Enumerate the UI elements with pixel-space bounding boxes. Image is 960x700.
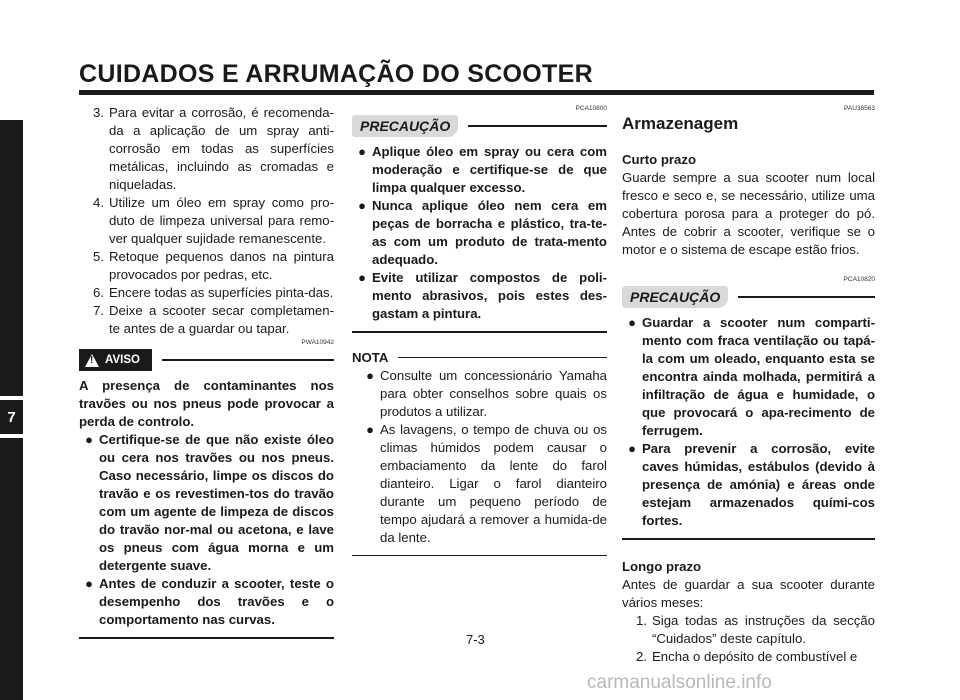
bullet-icon: ● (358, 144, 366, 159)
section-end-rule (352, 331, 607, 333)
section-end-rule (79, 637, 334, 639)
section-title: Armazenagem (622, 114, 739, 133)
banner-rule (738, 296, 875, 298)
list-item: ● Antes de conduzir a scooter, teste o desempenho dos travões e o comportamento nas curvas. (79, 575, 334, 629)
long-term-steps (622, 612, 875, 666)
warning-badge (79, 349, 152, 371)
banner-rule (162, 359, 334, 361)
watermark: carmanualsonline.info (587, 672, 772, 693)
caution-code: PCA10800 (575, 105, 607, 112)
bullet-icon: ● (366, 367, 374, 383)
caution-code: PCA10820 (843, 276, 875, 283)
bullet-icon: ● (628, 315, 636, 330)
caution-bullets (352, 143, 607, 323)
warning-banner (79, 349, 334, 371)
list-item: ● Consulte um concessionário Yamaha para obter conselhos sobre quais os produtos a utilizar. (360, 367, 607, 421)
note-header (352, 349, 607, 367)
short-term-text: Guarde sempre a sua scooter num local fresco e seco e, se necessário, utilize uma cobertura porosa para a proteger do pó. Antes de cobrir a scooter, verifique se o motor e o sistema de escape estão frios. (622, 170, 875, 257)
list-item: ● Certifique-se de que não existe óleo ou cera nos travões ou nos pneus. Caso necessário, limpe os discos do travão e os revestimen-tos do travão com um agente de limpeza de discos do travão nor-mal ou acetona, e lave os pneus com água morna e um detergente suave. (79, 431, 334, 575)
caution-banner (622, 286, 875, 308)
page-number: 7-3 (466, 632, 485, 647)
chapter-tab: 7 (0, 400, 23, 434)
list-item: 3. Para evitar a corrosão, é recomenda-da a aplicação de um spray anti-corrosão em todas as superfícies metálicas, incluindo as cromadas e niqueladas. (93, 105, 334, 192)
title-rule (79, 90, 874, 95)
list-item: 4. Utilize um óleo em spray como pro-duto de limpeza universal para remo-ver qualquer sujidade remanescente. (93, 195, 334, 246)
caution-badge: PRECAUÇÃO (622, 286, 728, 308)
caution-bullets (622, 314, 875, 530)
warning-bullets (79, 431, 334, 629)
long-term-title: Longo prazo (622, 558, 702, 574)
list-item: ● As lavagens, o tempo de chuva ou os climas húmidos podem causar o embaciamento da lente do farol dianteiro. Ligar o farol dianteiro durante um pequeno período de tempo ajudará a remover a humida-de da lente. (360, 421, 607, 547)
note-end-rule (352, 555, 607, 556)
list-item: ● Evite utilizar compostos de poli-mento abrasivos, pois estes des-gastam a pintura. (352, 269, 607, 323)
warning-triangle-icon: ! (85, 354, 99, 367)
list-item: 7. Deixe a scooter secar completamen-te antes de a guardar ou tapar. (93, 303, 334, 336)
steps-list (79, 104, 334, 338)
list-item: 5. Retoque pequenos danos na pintura provocados por pedras, etc. (93, 249, 334, 282)
note-bullets (360, 367, 607, 547)
warning-label: AVISO (105, 354, 140, 366)
list-item: 2. Encha o depósito de combustível e (636, 648, 858, 664)
long-term-text: Antes de guardar a sua scooter durante vários meses: (622, 576, 875, 610)
list-item: ● Guardar a scooter num comparti-mento com fraca ventilação ou tapá-la com um oleado, enquanto esta se encontra ainda molhada, permitirá a infiltração de água e humidade, o que provocará o apa-recimento de ferrugem. (622, 314, 875, 440)
banner-rule (468, 125, 607, 127)
bullet-icon: ● (358, 270, 366, 285)
bullet-icon: ● (628, 441, 636, 456)
list-item: 6. Encere todas as superfícies pinta-das. (93, 285, 334, 300)
list-item: ● Para prevenir a corrosão, evite caves húmidas, estábulos (devido à presença de amónia) e áreas onde estejam armazenados quími-cos fortes. (622, 440, 875, 530)
warning-code: PWA10942 (301, 339, 334, 346)
bullet-icon: ● (366, 421, 374, 437)
page-title: CUIDADOS E ARRUMAÇÃO DO SCOOTER (79, 60, 593, 88)
chapter-side-bar-bottom (0, 438, 23, 700)
caution-banner (352, 115, 607, 137)
section-end-rule (622, 538, 875, 540)
list-item: 1. Siga todas as instruções da secção “Cuidados” deste capítulo. (636, 612, 875, 646)
note-rule (398, 357, 607, 358)
column-left (79, 104, 334, 639)
warning-intro: A presença de contaminantes nos travões ou nos pneus pode provocar a perda de controlo. (79, 378, 334, 429)
section-code: PAU36563 (844, 105, 875, 112)
caution-badge: PRECAUÇÃO (352, 115, 458, 137)
short-term-title: Curto prazo (622, 152, 696, 167)
bullet-icon: ● (85, 432, 93, 447)
column-middle (352, 104, 607, 556)
bullet-icon: ● (358, 198, 366, 213)
chapter-side-bar-top (0, 120, 23, 396)
bullet-icon: ● (85, 576, 93, 591)
list-item: ● Aplique óleo em spray ou cera com moderação e certifique-se de que limpa qualquer excesso. (352, 143, 607, 197)
list-item: ● Nunca aplique óleo nem cera em peças de borracha e plástico, tra-te-as com um produto de trata-mento adequado. (352, 197, 607, 269)
column-right (622, 104, 875, 666)
note-label: NOTA (352, 349, 389, 365)
